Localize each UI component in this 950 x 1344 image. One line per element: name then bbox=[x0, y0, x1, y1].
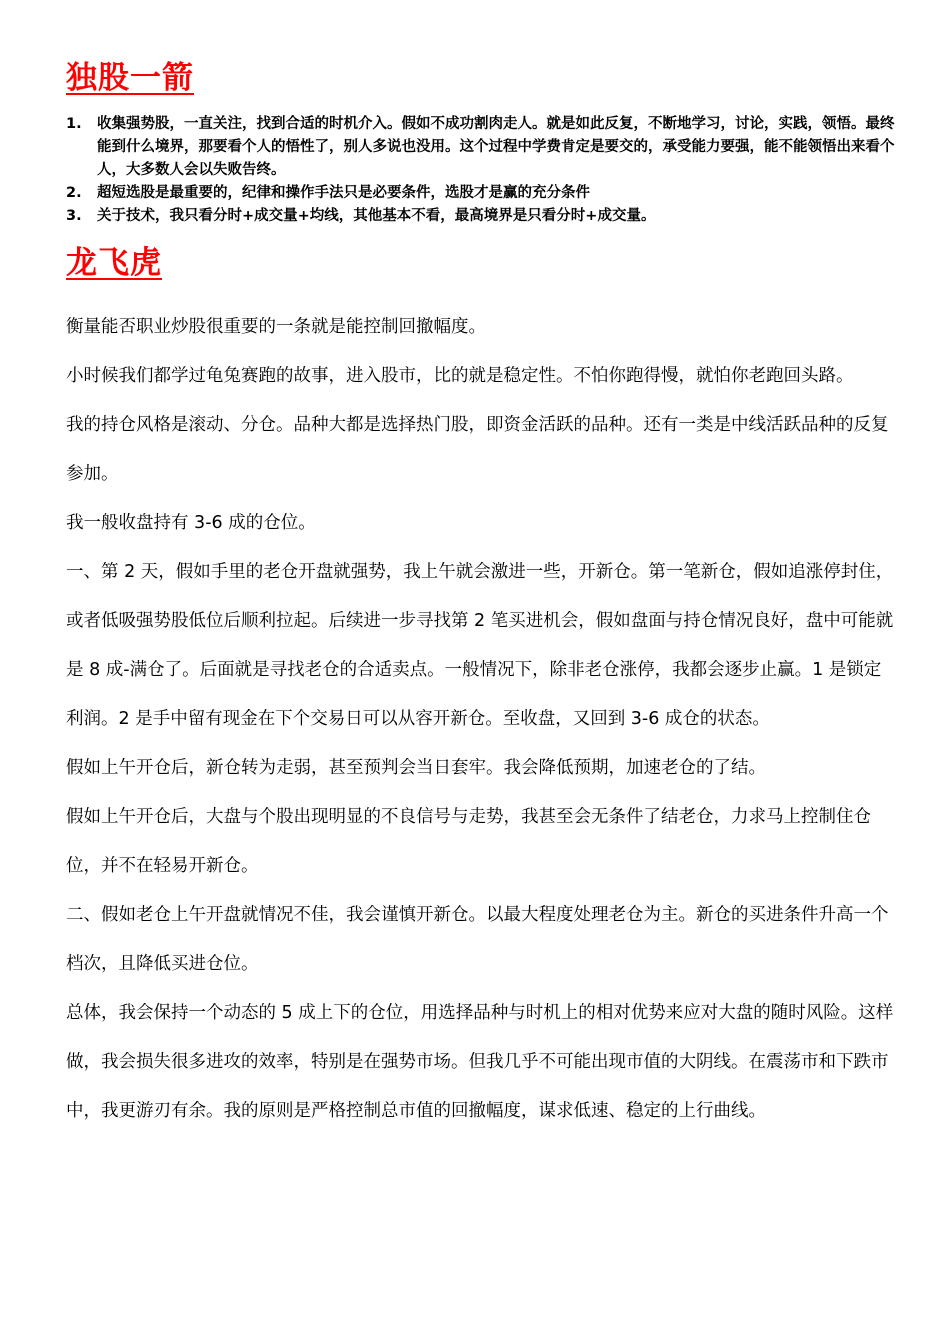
paragraph: 二、假如老仓上午开盘就情况不佳，我会谨慎开新仓。以最大程度处理老仓为主。新仓的买进条件升高一个档次，且降低买进仓位。 bbox=[66, 905, 889, 974]
list-item-number: 3. bbox=[66, 208, 82, 224]
paragraph: 衡量能否职业炒股很重要的一条就是能控制回撤幅度。 bbox=[66, 317, 486, 337]
paragraph: 一、第 2 天，假如手里的老仓开盘就强势，我上午就会激进一些，开新仓。第一笔新仓，假如追涨停封住，或者低吸强势股低位后顺利拉起。后续进一步寻找第 2 笔买进机会，假如盘面与持仓情况良好，盘中可能就是 8 成-满仓了。后面就是寻找老仓的合适卖点。一般情况下，除非老仓涨停，我都会逐步止赢。1 是锁定利润。2 是手中留有现金在下个交易日可以从容开新仓。至收盘，又回到 3-6 成仓的状态。 bbox=[66, 562, 894, 729]
paragraph: 总体，我会保持一个动态的 5 成上下的仓位，用选择品种与时机上的相对优势来应对大盘的随时风险。这样做，我会损失很多进攻的效率，特别是在强势市场。但我几乎不可能出现市值的大阴线。在震荡市和下跌市中，我更游刃有余。我的原则是严格控制总市值的回撤幅度，谋求低速、稳定的上行曲线。 bbox=[66, 1003, 894, 1121]
list-item bbox=[66, 182, 896, 205]
paragraph: 我的持仓风格是滚动、分仓。品种大都是选择热门股，即资金活跃的品种。还有一类是中线活跃品种的反复参加。 bbox=[66, 415, 889, 484]
list-item bbox=[66, 205, 896, 228]
list-item bbox=[66, 113, 896, 182]
section-title-dugu-yijian: 独股一箭 bbox=[66, 60, 194, 96]
paragraph: 假如上午开仓后，大盘与个股出现明显的不良信号与走势，我甚至会无条件了结老仓，力求马上控制住仓位，并不在轻易开新仓。 bbox=[66, 807, 871, 876]
paragraph: 我一般收盘持有 3-6 成的仓位。 bbox=[66, 513, 316, 533]
list-item-text: 关于技术，我只看分时+成交量+均线，其他基本不看，最高境界是只看分时+成交量。 bbox=[97, 208, 656, 224]
list-item-number: 2. bbox=[66, 185, 82, 201]
paragraph: 小时候我们都学过龟兔赛跑的故事，进入股市，比的就是稳定性。不怕你跑得慢，就怕你老跑回头路。 bbox=[66, 366, 854, 386]
section-title-long-fei-hu: 龙飞虎 bbox=[66, 245, 162, 281]
list-item-number: 1. bbox=[66, 116, 82, 132]
section-body bbox=[66, 303, 896, 1136]
numbered-list bbox=[66, 113, 896, 228]
list-item-text: 超短选股是最重要的，纪律和操作手法只是必要条件，选股才是赢的充分条件 bbox=[97, 185, 590, 201]
paragraph: 假如上午开仓后，新仓转为走弱，甚至预判会当日套牢。我会降低预期，加速老仓的了结。 bbox=[66, 758, 766, 778]
list-item-text: 收集强势股，一直关注，找到合适的时机介入。假如不成功割肉走人。就是如此反复，不断地学习，讨论，实践，领悟。最终能到什么境界，那要看个人的悟性了，别人多说也没用。这个过程中学费肯定是要交的，承受能力要强，能不能领悟出来看个人，大多数人会以失败告终。 bbox=[97, 116, 895, 178]
